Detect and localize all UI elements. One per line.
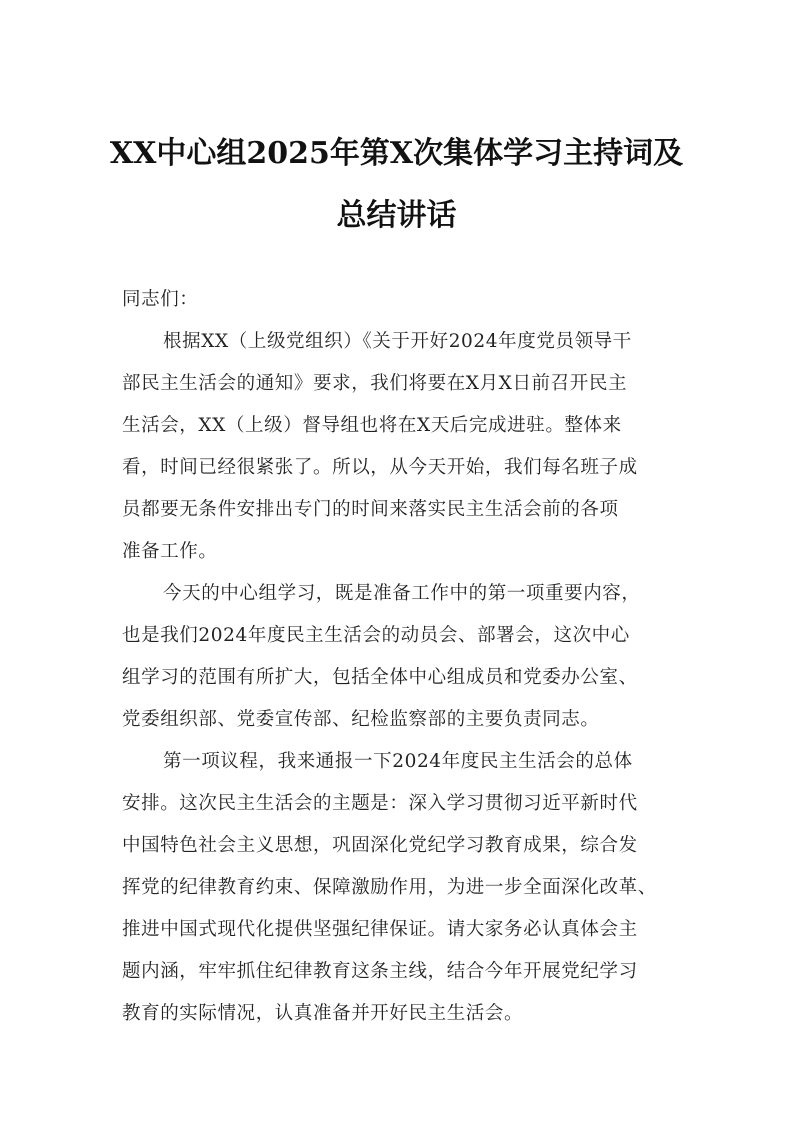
document-title-line1: XX中心组2025年第X次集体学习主持词及 — [109, 136, 684, 171]
paragraph-line: 准备工作。 — [122, 541, 218, 562]
paragraph-line: 部民主生活会的通知》要求，我们将要在X月X日前召开民主 — [122, 373, 628, 394]
paragraph-line: 中国特色社会主义思想，巩固深化党纪学习教育成果，综合发 — [122, 835, 638, 856]
document-title-line2: 总结讲话 — [336, 198, 457, 233]
paragraph-line: 也是我们2024年度民主生活会的动员会、部署会，这次中心 — [122, 625, 630, 646]
paragraph-line: 安排。这次民主生活会的主题是：深入学习贯彻习近平新时代 — [122, 793, 638, 814]
paragraph-line: 推进中国式现代化提供坚强纪律保证。请大家务必认真体会主 — [122, 919, 638, 940]
paragraph-line: 党委组织部、党委宣传部、纪检监察部的主要负责同志。 — [122, 709, 600, 730]
paragraph-line: 今天的中心组学习，既是准备工作中的第一项重要内容， — [163, 583, 641, 604]
salutation: 同志们： — [122, 289, 199, 310]
paragraph-line: 根据XX（上级党组织）《关于开好2024年度党员领导干 — [163, 331, 632, 352]
paragraph-line: 挥党的纪律教育约束、保障激励作用，为进一步全面深化改革、 — [122, 877, 657, 898]
paragraph-line: 教育的实际情况，认真准备并开好民主生活会。 — [122, 1003, 524, 1024]
paragraph-line: 看，时间已经很紧张了。所以，从今天开始，我们每名班子成 — [122, 457, 638, 478]
paragraph-line: 第一项议程，我来通报一下2024年度民主生活会的总体 — [163, 751, 633, 772]
paragraph-line: 题内涵，牢牢抓住纪律教育这条主线，结合今年开展党纪学习 — [122, 961, 638, 982]
paragraph-line: 组学习的范围有所扩大，包括全体中心组成员和党委办公室、 — [122, 667, 638, 688]
paragraph-line: 员都要无条件安排出专门的时间来落实民主生活会前的各项 — [122, 499, 619, 520]
paragraph-line: 生活会，XX（上级）督导组也将在X天后完成进驻。整体来 — [122, 415, 622, 436]
